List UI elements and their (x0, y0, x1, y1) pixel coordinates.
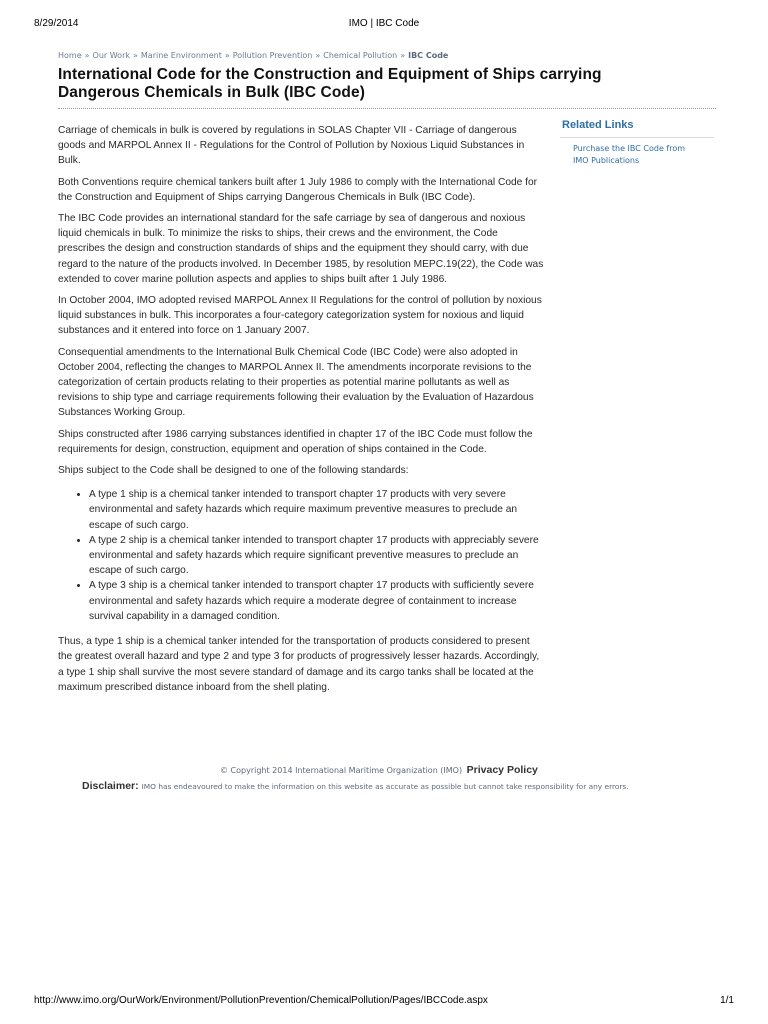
sidebar-divider (560, 137, 714, 138)
disclaimer-text: IMO has endeavoured to make the information on this website as accurate as possible but cannot take responsibility for any errors. (141, 782, 629, 791)
print-url: http://www.imo.org/OurWork/Environment/PollutionPrevention/ChemicalPollution/Pages/IBCCode.aspx (34, 995, 488, 1006)
disclaimer-label: Disclaimer: (82, 780, 139, 792)
breadcrumb-separator: » (315, 51, 321, 60)
ship-type-list (58, 487, 544, 624)
list-item: • A type 2 ship is a chemical tanker intended to transport chapter 17 products with appreciably severe environmental and safety hazards which require significant preventive measures to preclude an escape of such cargo. (89, 533, 544, 579)
breadcrumb-chemical-pollution[interactable]: Chemical Pollution (323, 51, 398, 60)
paragraph: Ships constructed after 1986 carrying substances identified in chapter 17 of the IBC Code must follow the requirements for design, construction, equipment and operation of ships contained in the Code. (58, 428, 533, 455)
paragraph: In October 2004, IMO adopted revised MARPOL Annex II Regulations for the control of pollution by noxious liquid substances in bulk. This incorporates a four-category categorization system for noxious and liquid substances and it entered into force on 1 January 2007. (58, 295, 542, 337)
copyright-text: © Copyright 2014 International Maritime Organization (IMO) (220, 766, 463, 775)
paragraph: Thus, a type 1 ship is a chemical tanker intended for the transportation of products considered to present the greatest overall hazard and type 2 and type 3 for products of progressively lesser hazards. Accordingly, a type 1 ship shall survive the most severe standard of damage and its cargo tanks shall be located at the maximum prescribed distance inboard from the shell plating. (58, 636, 540, 693)
related-links-heading: Related Links (562, 119, 634, 131)
purchase-ibc-code-link[interactable] (560, 143, 716, 167)
link-text: IMO Publications (573, 156, 640, 165)
article-body (58, 123, 544, 701)
breadcrumb-marine-environment[interactable]: Marine Environment (140, 51, 222, 60)
print-header (34, 18, 734, 32)
paragraph: Carriage of chemicals in bulk is covered by regulations in SOLAS Chapter VII - Carriage of dangerous goods and MARPOL Annex II - Regulations for the Control of Pollution by Noxious Liquid Substances in Bulk. (58, 125, 525, 167)
paragraph: The IBC Code provides an international standard for the safe carriage by sea of dangerous and noxious liquid chemicals in bulk. To minimize the risks to ships, their crews and the environment, the Code prescribes the design and construction standards of ships and the equipment they should carry, with due regard to the nature of the products involved. In December 1985, by resolution MEPC.19(22), the Code was extended to cover marine pollution aspects and applies to ships built after 1 July 1986. (58, 213, 544, 285)
list-item: • A type 3 ship is a chemical tanker intended to transport chapter 17 products with sufficiently severe environmental and safety hazards which require a moderate degree of containment to increase survival capability in a damaged condition. (89, 578, 544, 624)
breadcrumb (58, 51, 448, 60)
breadcrumb-home[interactable]: Home (58, 51, 82, 60)
print-page-title: IMO | IBC Code (348, 18, 420, 29)
paragraph: Both Conventions require chemical tankers built after 1 July 1986 to comply with the International Code for the Construction and Equipment of Ships carrying Dangerous Chemicals in Bulk (IBC Code). (58, 176, 538, 203)
title-divider (58, 108, 716, 109)
breadcrumb-separator: » (400, 51, 406, 60)
breadcrumb-separator: » (224, 51, 230, 60)
breadcrumb-separator: » (133, 51, 138, 60)
print-page-number: 1/1 (720, 995, 734, 1006)
disclaimer (82, 780, 629, 792)
page-title: International Code for the Construction and Equipment of Ships carrying Dangerous Chemicals in Bulk (IBC Code) (58, 66, 602, 101)
privacy-policy-link[interactable]: Privacy Policy (466, 764, 538, 776)
breadcrumb-pollution-prevention[interactable]: Pollution Prevention (232, 51, 313, 60)
paragraph: Consequential amendments to the International Bulk Chemical Code (IBC Code) were also adopted in October 2004, reflecting the changes to MARPOL Annex II. The amendments incorporate revisions to the categorization of certain products relating to their properties as potential marine pollutants as well as revisions to ship type and carriage requirements following their evaluation by the Evaluation of Hazardous Substances Working Group. (58, 346, 534, 419)
copyright-line (220, 764, 538, 776)
related-links-panel (560, 119, 716, 167)
link-text: Purchase the IBC Code from (573, 144, 686, 153)
breadcrumb-separator: » (84, 51, 90, 60)
print-footer (34, 995, 734, 1009)
breadcrumb-current-page: IBC Code (408, 51, 449, 60)
list-item: • A type 1 ship is a chemical tanker intended to transport chapter 17 products with very severe environmental and safety hazards which require maximum preventive measures to preclude an escape of such cargo. (89, 487, 544, 533)
print-date: 8/29/2014 (34, 18, 79, 29)
paragraph: Ships subject to the Code shall be designed to one of the following standards: (58, 465, 409, 477)
breadcrumb-our-work[interactable]: Our Work (92, 51, 130, 60)
